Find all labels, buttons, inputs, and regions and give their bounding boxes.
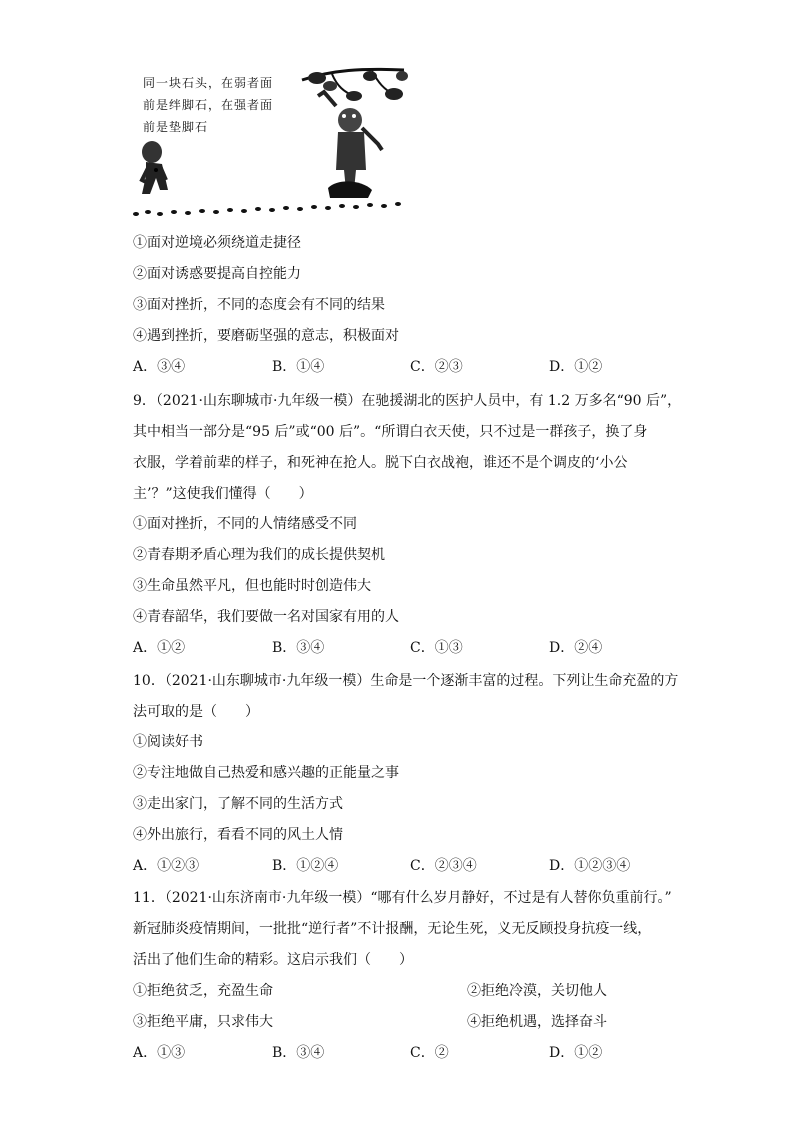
q8-option-c[interactable]: C．②③ — [410, 359, 463, 375]
q11-item-2: ②拒绝冷漠，关切他人 — [467, 983, 607, 999]
q9-option-a[interactable]: A．①② — [133, 640, 186, 656]
q11-item-4: ④拒绝机遇，选择奋斗 — [467, 1014, 607, 1030]
q10-item-3: ③走出家门，了解不同的生活方式 — [133, 796, 343, 812]
q11-stem-line-3: 活出了他们生命的精彩。这启示我们（ ） — [133, 952, 413, 968]
q8-item-1: ①面对逆境必须绕道走捷径 — [133, 235, 301, 251]
q11-stem-line-2: 新冠肺炎疫情期间，一批批“逆行者”不计报酬，无论生死，义无反顾投身抗疫一线， — [133, 921, 652, 937]
q9-stem-line-1: 9．（2021·山东聊城市·九年级一模）在驰援湖北的医护人员中，有 1.2 万多名“90 后”， — [133, 393, 682, 409]
q8-item-2: ②面对诱惑要提高自控能力 — [133, 266, 301, 282]
q8-item-4: ④遇到挫折，要磨砺坚强的意志，积极面对 — [133, 328, 399, 344]
q9-item-3: ③生命虽然平凡，但也能时时创造伟大 — [133, 578, 371, 594]
q10-stem-line-1: 10．（2021·山东聊城市·九年级一模）生命是一个逐渐丰富的过程。下列让生命充盈的方 — [133, 673, 679, 689]
q11-item-3: ③拒绝平庸，只求伟大 — [133, 1014, 273, 1030]
q9-item-2: ②青春期矛盾心理为我们的成长提供契机 — [133, 547, 385, 563]
q11-option-c[interactable]: C．② — [410, 1045, 449, 1061]
q9-option-c[interactable]: C．①③ — [410, 640, 463, 656]
q11-option-a[interactable]: A．①③ — [133, 1045, 186, 1061]
q8-option-a[interactable]: A．③④ — [133, 359, 186, 375]
q10-item-1: ①阅读好书 — [133, 734, 203, 750]
q11-option-b[interactable]: B．③④ — [272, 1045, 325, 1061]
q10-option-a[interactable]: A．①②③ — [133, 858, 200, 874]
q11-stem-line-1: 11．（2021·山东济南市·九年级一模）“哪有什么岁月静好，不过是有人替你负重前行。” — [133, 890, 672, 906]
q9-stem-line-2: 其中相当一部分是“95 后”或“00 后”。“所谓白衣天使，只不过是一群孩子，换了身 — [133, 424, 648, 440]
cartoon-caption: 同一块石头，在弱者面前是绊脚石，在强者面前是垫脚石 — [143, 76, 274, 134]
q10-item-2: ②专注地做自己热爱和感兴趣的正能量之事 — [133, 765, 399, 781]
q8-item-3: ③面对挫折，不同的态度会有不同的结果 — [133, 297, 385, 313]
q11-item-1: ①拒绝贫乏，充盈生命 — [133, 983, 273, 999]
q9-option-b[interactable]: B．③④ — [272, 640, 325, 656]
q10-option-d[interactable]: D．①②③④ — [549, 858, 631, 874]
q8-option-b[interactable]: B．①④ — [272, 359, 325, 375]
q9-item-1: ①面对挫折，不同的人情绪感受不同 — [133, 516, 357, 532]
q9-option-d[interactable]: D．②④ — [549, 640, 603, 656]
q8-option-d[interactable]: D．①② — [549, 359, 603, 375]
q10-option-b[interactable]: B．①②④ — [272, 858, 339, 874]
q9-stem-line-3: 衣服，学着前辈的样子，和死神在抢人。脱下白衣战袍，谁还不是个调皮的‘小公 — [133, 455, 628, 471]
q9-stem-line-4: 主’？”这使我们懂得（ ） — [133, 486, 313, 502]
q11-option-d[interactable]: D．①② — [549, 1045, 603, 1061]
q9-item-4: ④青春韶华，我们要做一名对国家有用的人 — [133, 609, 399, 625]
q10-option-c[interactable]: C．②③④ — [410, 858, 477, 874]
q10-stem-line-2: 法可取的是（ ） — [133, 704, 259, 720]
q10-item-4: ④外出旅行，看看不同的风土人情 — [133, 827, 343, 843]
